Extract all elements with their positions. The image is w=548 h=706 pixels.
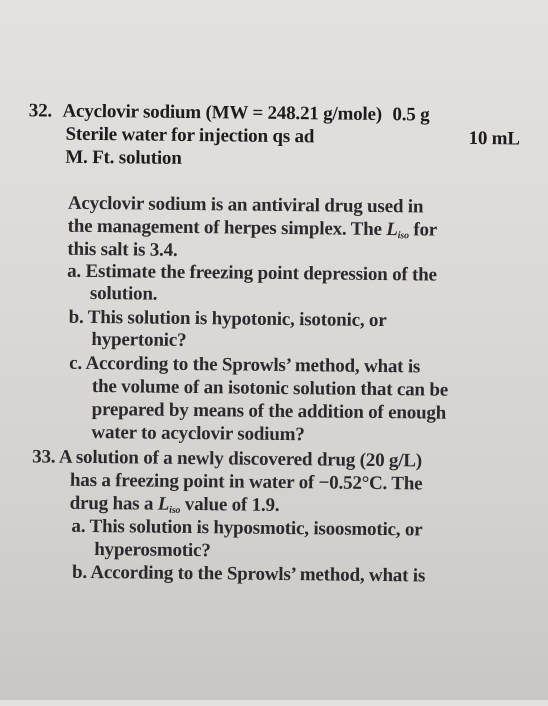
q32-part-c-line-4: water to acyclovir sodium? [91, 421, 305, 446]
q33-line-1: 33. A solution of a newly discovered drug (20 g/L) [32, 446, 423, 472]
q32-part-b: b. This solution is hypotonic, isotonic, or [68, 306, 387, 332]
q33-part-a-cont: hyperosmotic? [94, 539, 211, 562]
q32-number: 32. [28, 100, 53, 122]
q32-part-a-cont: solution. [89, 282, 158, 305]
q32-vehicle-amount: 10 mL [468, 127, 520, 150]
q32-part-c-line-3: prepared by means of the addition of enough [91, 398, 447, 424]
q32-rx-signa: M. Ft. solution [65, 146, 182, 169]
q32-drug-amount: 0.5 g [392, 104, 430, 126]
q32-part-c: c. According to the Sprowls’ method, what is [69, 352, 421, 378]
q33-line-3: drug has a $L_{iso}$ value of 1.9. [69, 492, 280, 516]
q32-vehicle: Sterile water for injection qs ad [65, 123, 315, 148]
q32-c-label: c. [69, 352, 83, 374]
q32-part-b-cont: hypertonic? [91, 328, 187, 351]
q32-desc-line-3: this salt is 3.4. [67, 238, 178, 261]
q32-b-label: b. [68, 306, 84, 328]
q32-rx-line-1 [29, 100, 430, 126]
l-iso-symbol: L [386, 219, 398, 241]
q33-b-label: b. [71, 561, 88, 583]
q32-part-c-line-2: the volume of an isotonic solution that can be [91, 375, 449, 401]
q32-part-a: a. Estimate the freezing point depression of the [67, 260, 437, 286]
q32-desc-line-1: Acyclovir sodium is an antiviral drug used in [67, 192, 424, 218]
q32-drug-name: Acyclovir sodium (MW = 248.21 g/mole) [62, 100, 383, 126]
q33-a-label: a. [71, 515, 86, 537]
q33-number: 33. [32, 446, 56, 468]
l-iso-symbol: L [157, 493, 170, 515]
q33-part-a: a. This solution is hyposmotic, isoosmotic, or [71, 515, 423, 541]
q33-part-b: b. According to the Sprowls’ method, what is [71, 561, 426, 587]
q33-line-2: has a freezing point in water of −0.52°C. The [69, 469, 423, 495]
q32-a-label: a. [67, 260, 82, 282]
q32-desc-line-2: the management of herpes simplex. The $L_{iso}$ for [67, 215, 438, 242]
